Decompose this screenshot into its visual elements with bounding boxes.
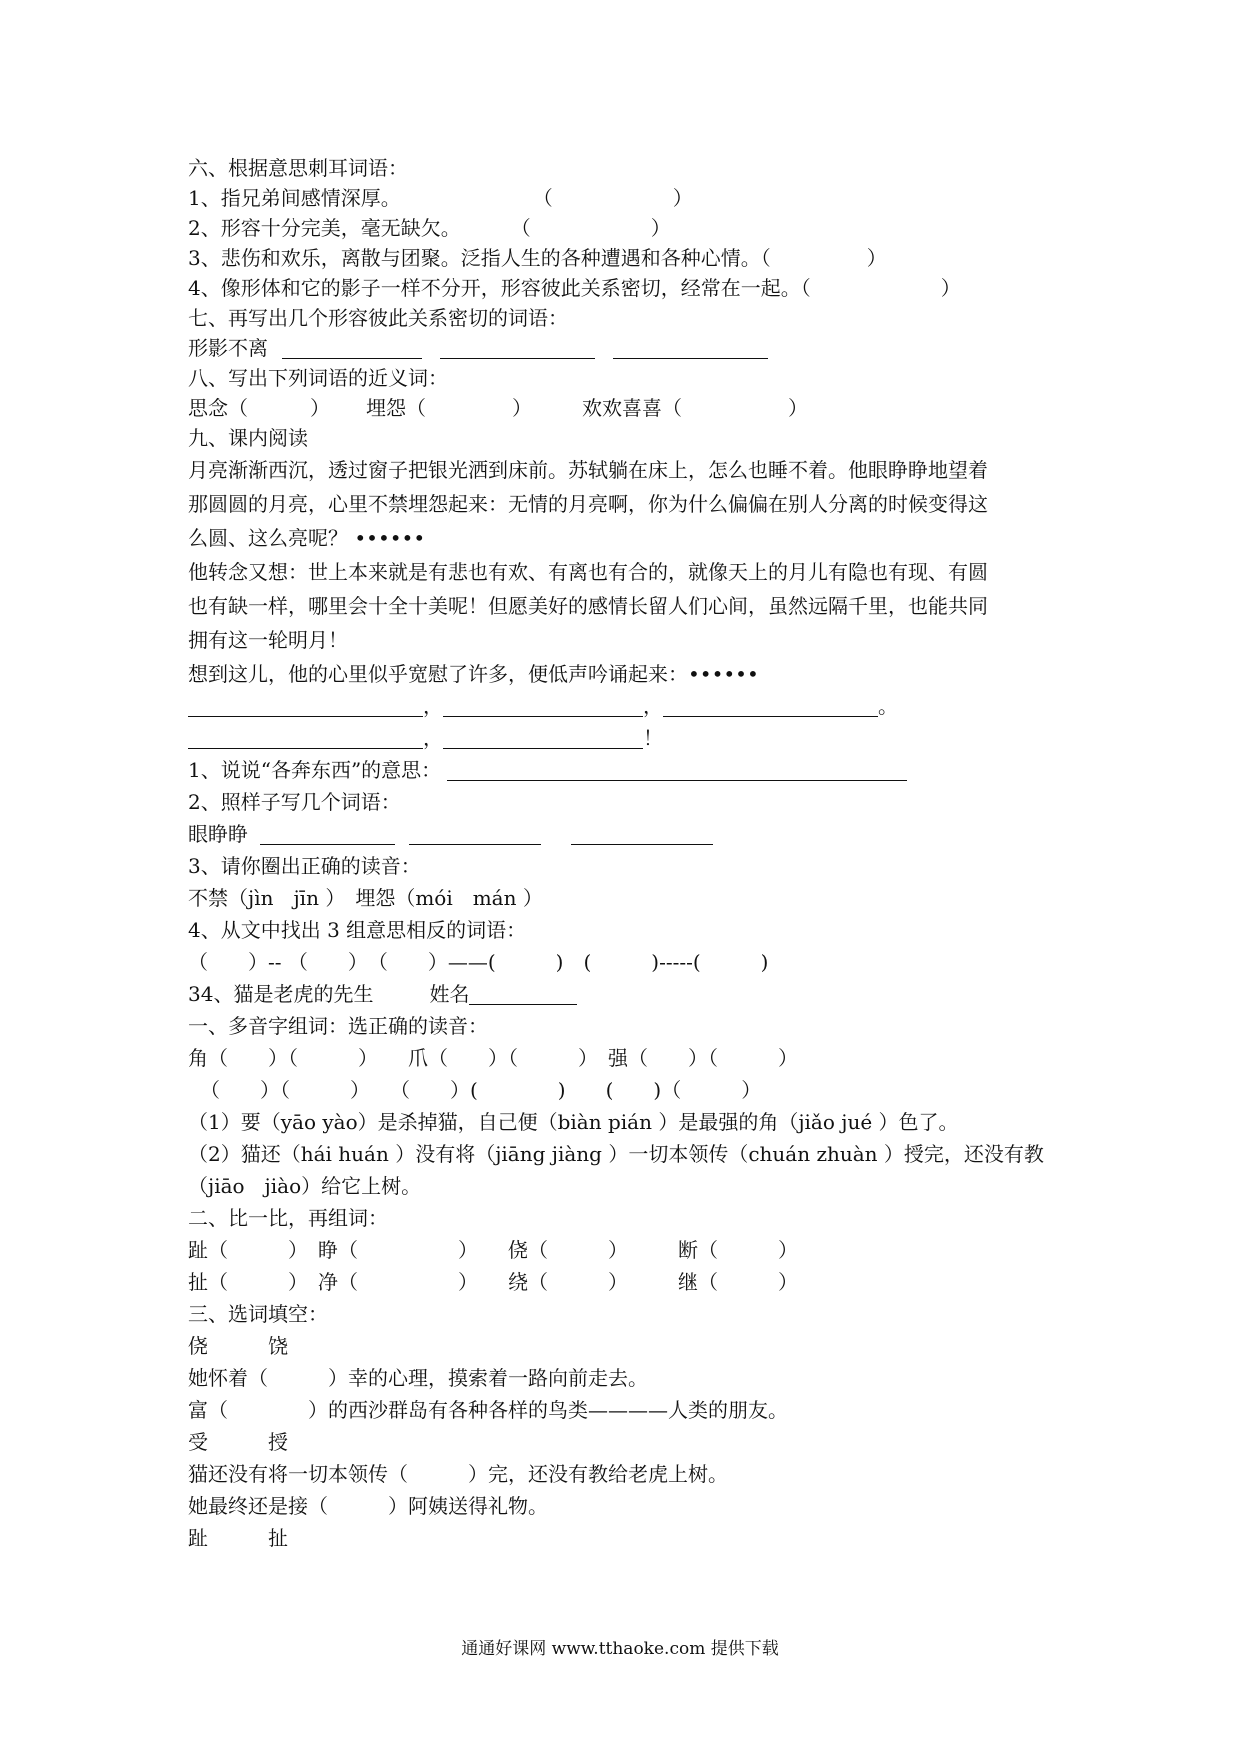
blank-line[interactable] <box>613 338 768 359</box>
s2-row1: 趾（ ） 睁（ ） 侥（ ） 断（ ） <box>188 1238 798 1262</box>
sec9-q1: 1、说说“各奔东西”的意思： <box>188 756 907 784</box>
blank-line[interactable] <box>443 696 643 717</box>
sec7-title: 七、再写出几个形容彼此关系密切的词语： <box>188 306 568 330</box>
blank-line[interactable] <box>409 824 541 845</box>
sec6-q3: 3、悲伤和欢乐，离散与团聚。泛指人生的各种遭遇和各种心情。（ ） <box>188 246 887 270</box>
blank-line[interactable] <box>282 338 422 359</box>
sec6-q2: 2、形容十分完美，毫无缺欠。 （ ） <box>188 216 671 240</box>
sec9-title: 九、课内阅读 <box>188 426 308 450</box>
blank-line[interactable] <box>443 728 643 749</box>
blank-line[interactable] <box>440 338 595 359</box>
blank-line[interactable] <box>663 696 878 717</box>
sec9-q4: 4、从文中找出 3 组意思相反的词语： <box>188 918 527 942</box>
poem-line-2: ， ！ <box>188 724 663 752</box>
lesson34-title: 34、猫是老虎的先生 姓名 <box>188 980 577 1008</box>
reading-p5: 也有缺一样，哪里会十全十美呢！但愿美好的感情长留人们心间，虽然远隔千里，也能共同 <box>188 594 988 618</box>
sec9-q2-answer: 眼睁睁 <box>188 820 713 848</box>
sec9-q2: 2、照样子写几个词语： <box>188 790 401 814</box>
sec9-q3: 3、请你圈出正确的读音： <box>188 854 421 878</box>
s3-pair-2: 受 授 <box>188 1430 288 1454</box>
s1-sentence-2b: （jiāo jiào）给它上树。 <box>188 1174 422 1198</box>
name-blank[interactable] <box>469 984 577 1005</box>
blank-line[interactable] <box>188 696 423 717</box>
sec6-title: 六、根据意思刺耳词语： <box>188 156 408 180</box>
s1-row2: （ ）（ ） （ ）( ) ( )（ ） <box>200 1078 762 1102</box>
s3-title: 三、选词填空： <box>188 1302 328 1326</box>
s2-title: 二、比一比，再组词： <box>188 1206 388 1230</box>
reading-p6: 拥有这一轮明月！ <box>188 628 348 652</box>
blank-line[interactable] <box>571 824 713 845</box>
sec7-answer-line: 形影不离 <box>188 334 768 362</box>
s1-sentence-1: （1）要（yāo yào）是杀掉猫，自己便（biàn pián ）是最强的角（jiǎo jué ）色了。 <box>188 1110 959 1134</box>
blank-line[interactable] <box>188 728 423 749</box>
s1-row1: 角（ ）（ ） 爪（ ）（ ） 强（ ）（ ） <box>188 1046 798 1070</box>
s3-line-1: 她怀着（ ）幸的心理，摸索着一路向前走去。 <box>188 1366 648 1390</box>
s3-pair-3: 趾 扯 <box>188 1526 288 1550</box>
poem-line-1: ， ， 。 <box>188 692 898 720</box>
sec6-q1: 1、指兄弟间感情深厚。 （ ） <box>188 186 693 210</box>
sec8-title: 八、写出下列词语的近义词： <box>188 366 448 390</box>
sec9-q4-line: （ ）-- （ ） （ ）——( ) ( )-----( ) <box>188 950 769 974</box>
sec9-q3-line: 不禁（jìn jīn ） 埋怨（mói mán ） <box>188 886 543 910</box>
reading-p3: 么圆、这么亮呢？ •••••• <box>188 526 426 550</box>
sec6-q4: 4、像形体和它的影子一样不分开，形容彼此关系密切，经常在一起。（ ） <box>188 276 961 300</box>
s2-row2: 扯（ ） 净（ ） 绕（ ） 继（ ） <box>188 1270 798 1294</box>
s3-line-4: 她最终还是接（ ）阿姨送得礼物。 <box>188 1494 548 1518</box>
reading-p4: 他转念又想：世上本来就是有悲也有欢、有离也有合的，就像天上的月儿有隐也有现、有圆 <box>188 560 988 584</box>
s1-sentence-2a: （2）猫还（hái huán ）没有将（jiāng jiàng ）一切本领传（chuán zhuàn ）授完，还没有教 <box>188 1142 1044 1166</box>
sec8-words: 思念（ ） 埋怨（ ） 欢欢喜喜（ ） <box>188 396 808 420</box>
blank-line[interactable] <box>260 824 395 845</box>
s1-title: 一、多音字组词：选正确的读音： <box>188 1014 488 1038</box>
s3-pair-1: 侥 饶 <box>188 1334 288 1358</box>
s3-line-3: 猫还没有将一切本领传（ ）完，还没有教给老虎上树。 <box>188 1462 728 1486</box>
reading-p7: 想到这儿，他的心里似乎宽慰了许多，便低声吟诵起来：•••••• <box>188 662 759 686</box>
reading-p2: 那圆圆的月亮，心里不禁埋怨起来：无情的月亮啊，你为什么偏偏在别人分离的时候变得这 <box>188 492 988 516</box>
reading-p1: 月亮渐渐西沉，透过窗子把银光洒到床前。苏轼躺在床上，怎么也睡不着。他眼睁睁地望着 <box>188 458 988 482</box>
blank-line[interactable] <box>447 760 907 781</box>
s3-line-2: 富（ ）的西沙群岛有各种各样的鸟类————人类的朋友。 <box>188 1398 788 1422</box>
footer-credit: 通通好课网 www.tthaoke.com 提供下载 <box>461 1639 779 1659</box>
